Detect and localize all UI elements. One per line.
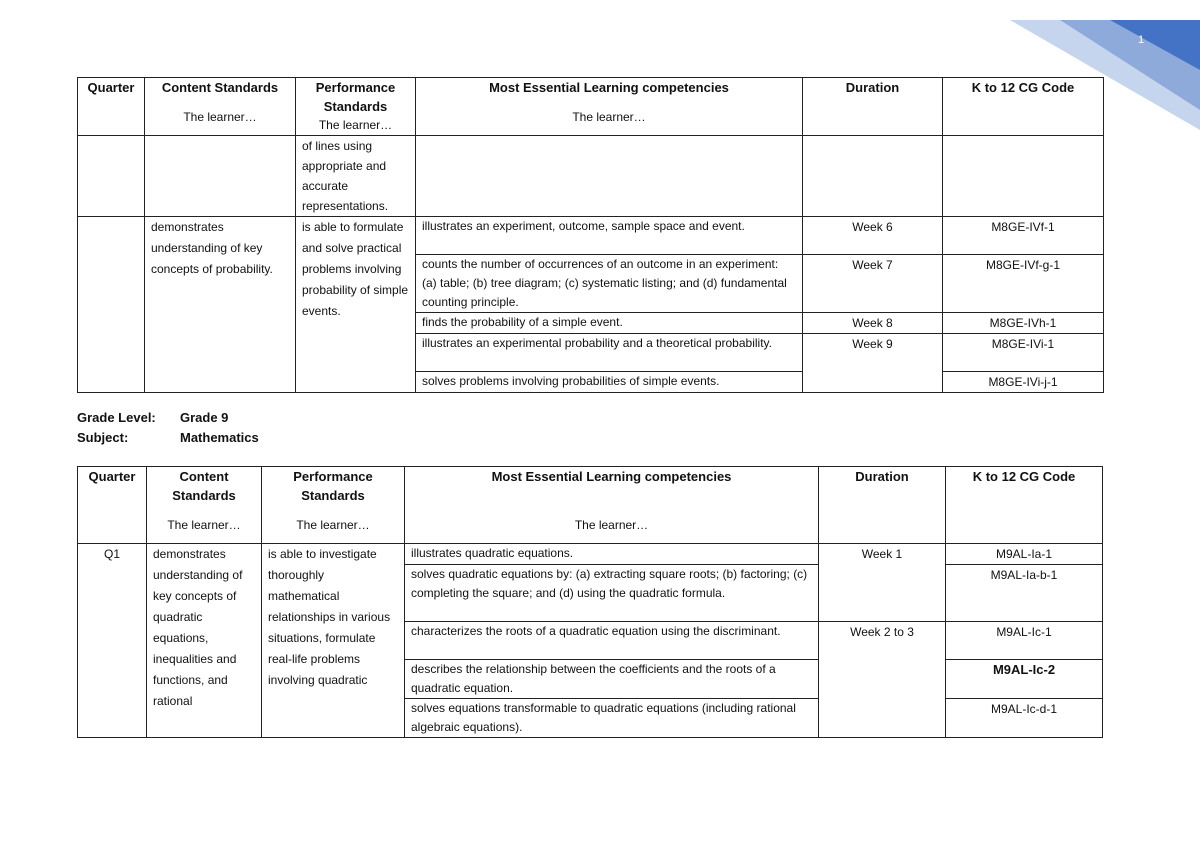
melc-item: describes the relationship between the coefficients and the roots of a quadratic equation.	[405, 660, 819, 699]
duration-cell: Week 6	[803, 217, 943, 255]
code-cell: M8GE-IVf-1	[943, 217, 1104, 255]
header-quarter: Quarter	[78, 467, 147, 544]
cell-empty	[145, 136, 296, 217]
grade-level-label: Grade Level:	[77, 410, 156, 425]
duration-cell: Week 7	[803, 255, 943, 313]
code-cell: M9AL-Ic-d-1	[946, 699, 1103, 738]
code-cell: M9AL-Ic-2	[946, 660, 1103, 699]
duration-cell: Week 8	[803, 313, 943, 334]
cell-empty	[416, 136, 803, 217]
header-content-learner: The learner…	[167, 518, 241, 532]
melc-item: illustrates an experiment, outcome, sample space and event.	[416, 217, 803, 255]
code-cell: M9AL-Ia-1	[946, 544, 1103, 565]
header-performance-learner: The learner…	[318, 118, 393, 132]
header-content-standards	[145, 78, 296, 136]
melc-item: solves problems involving probabilities of simple events.	[416, 372, 803, 393]
header-code: K to 12 CG Code	[943, 78, 1104, 136]
curriculum-table-grade8	[77, 77, 1104, 393]
header-content-label: Content Standards	[161, 80, 279, 95]
code-cell: M9AL-Ic-1	[946, 622, 1103, 660]
header-content-label: Content Standards	[172, 469, 236, 503]
content-standard: demonstrates understanding of key concepts of quadratic equations, inequalities and functions, and rational	[147, 544, 262, 738]
grade-level-line	[77, 410, 229, 425]
header-melc	[416, 78, 803, 136]
cell-empty	[78, 136, 145, 217]
code-cell: M9AL-Ia-b-1	[946, 565, 1103, 622]
header-melc-label: Most Essential Learning competencies	[489, 80, 729, 95]
melc-item: illustrates quadratic equations.	[405, 544, 819, 565]
quarter-cell	[78, 217, 145, 393]
header-melc	[405, 467, 819, 544]
code-cell: M8GE-IVi-1	[943, 334, 1104, 372]
header-performance-label: Performance Standards	[315, 80, 396, 114]
header-melc-learner: The learner…	[572, 110, 646, 124]
cell-empty	[943, 136, 1104, 217]
code-cell: M8GE-IVh-1	[943, 313, 1104, 334]
subject-label: Subject:	[77, 430, 129, 445]
melc-item: illustrates an experimental probability and a theoretical probability.	[416, 334, 803, 372]
header-duration: Duration	[819, 467, 946, 544]
quarter-cell: Q1	[78, 544, 147, 738]
curriculum-table-grade9	[77, 466, 1103, 738]
duration-cell: Week 9	[803, 334, 943, 393]
performance-standard: is able to formulate and solve practical problems involving probability of simple events.	[296, 217, 416, 393]
melc-item: counts the number of occurrences of an outcome in an experiment: (a) table; (b) tree diagram; (c) systematic listing; and (d) fundamental counting principle.	[416, 255, 803, 313]
header-content-learner: The learner…	[183, 110, 257, 124]
header-melc-label: Most Essential Learning competencies	[491, 469, 732, 484]
code-cell: M8GE-IVi-j-1	[943, 372, 1104, 393]
subject-line	[77, 430, 259, 445]
melc-item: finds the probability of a simple event.	[416, 313, 803, 334]
performance-standard-continued: of lines using appropriate and accurate representations.	[296, 136, 416, 217]
subject-value: Mathematics	[180, 430, 259, 445]
header-performance-standards	[296, 78, 416, 136]
duration-cell: Week 1	[819, 544, 946, 622]
header-melc-learner: The learner…	[574, 518, 649, 532]
header-performance-learner: The learner…	[296, 518, 370, 532]
content-standard: demonstrates understanding of key concepts of probability.	[145, 217, 296, 393]
cell-empty	[803, 136, 943, 217]
header-performance-standards	[262, 467, 405, 544]
header-duration: Duration	[803, 78, 943, 136]
header-quarter: Quarter	[78, 78, 145, 136]
melc-item: solves equations transformable to quadratic equations (including rational algebraic equations).	[405, 699, 819, 738]
grade-level-value: Grade 9	[180, 410, 229, 425]
header-code: K to 12 CG Code	[946, 467, 1103, 544]
duration-cell: Week 2 to 3	[819, 622, 946, 738]
header-content-standards	[147, 467, 262, 544]
page-number: 1	[1138, 34, 1145, 46]
header-performance-label: Performance Standards	[293, 469, 373, 503]
melc-item: solves quadratic equations by: (a) extracting square roots; (b) factoring; (c) completing the square; and (d) using the quadratic formula.	[405, 565, 819, 622]
performance-standard: is able to investigate thoroughly mathematical relationships in various situations, formulate real-life problems involving quadratic	[262, 544, 405, 738]
melc-item: characterizes the roots of a quadratic equation using the discriminant.	[405, 622, 819, 660]
code-cell: M8GE-IVf-g-1	[943, 255, 1104, 313]
